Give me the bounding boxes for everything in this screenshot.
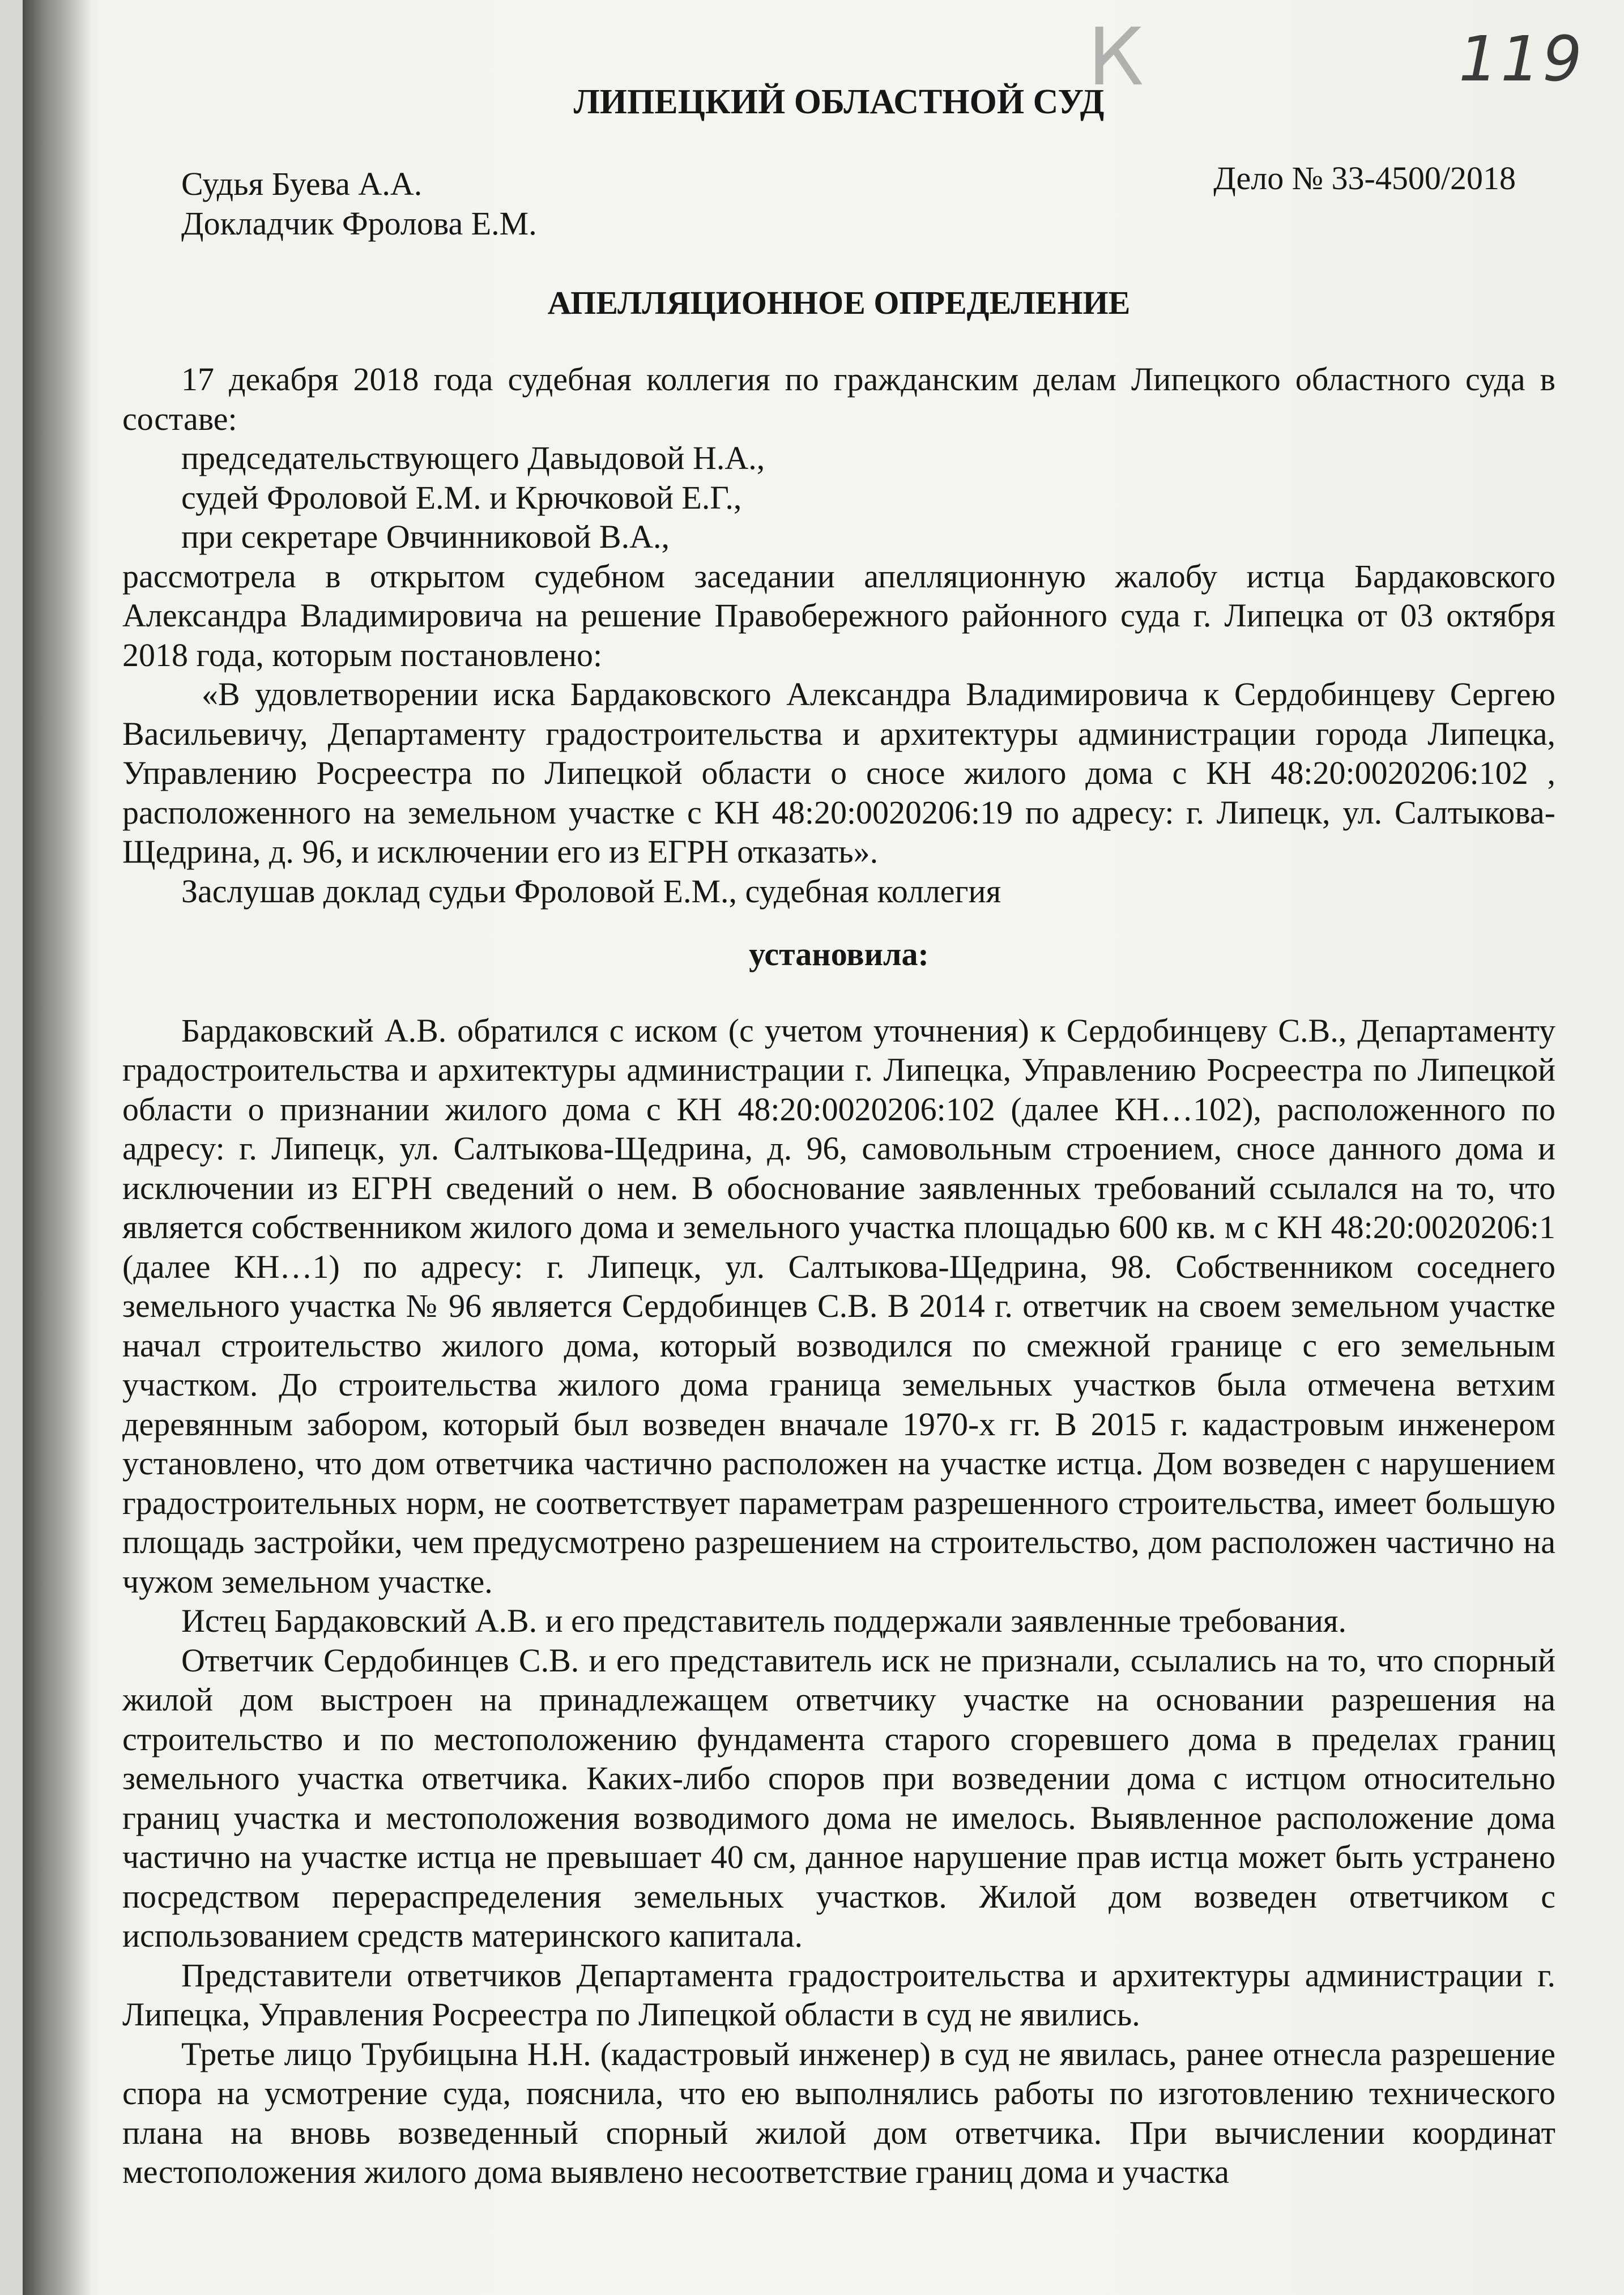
scan-edge-shadow — [23, 0, 91, 2295]
panel-chair: председательствующего Давыдовой Н.А., — [181, 440, 765, 476]
paragraph-third-party: Третье лицо Трубицына Н.Н. (кадастровый инженер) в суд не явилась, ранее отнесла разрешение спора на усмотрение суда, пояснила, что ею выполнялись работы по изготовлению технического плана на вновь возведенный спорный жилой дом ответчика. При вычислении координат местоположения жилого дома выявлено несоответствие границ дома и участка — [122, 2035, 1555, 2190]
panel-judges: судей Фроловой Е.М. и Крючковой Е.Г., — [181, 479, 742, 516]
page-number: 119 — [1459, 23, 1584, 95]
case-number: Дело № 33-4500/2018 — [1213, 160, 1516, 197]
stamp-mark: К — [1088, 11, 1144, 104]
judge-block — [181, 164, 691, 243]
paragraph-plaintiff: Истец Бардаковский А.В. и его представитель поддержали заявленные требования. — [181, 1602, 1347, 1639]
panel-secretary: при секретаре Овчинниковой В.А., — [181, 518, 670, 555]
paragraph-defendant: Ответчик Сердобинцев С.В. и его представитель иск не признали, ссылались на то, что спорный жилой дом выстроен на принадлежащем ответчику участке на основании разрешения на строительство и по местоположению фундамента старого сгоревшего дома в пределах границ земельного участка ответчика. Каких-либо споров при возведении дома с истцом относительно границ участка и местоположения возводимого дома не имелось. Выявленное расположение дома частично на участке истца не превышает 40 см, данное нарушение прав истца может быть устранено посредством перераспределения земельных участков. Жилой дом возведен ответчиком с использованием средств материнского капитала. — [122, 1641, 1555, 1954]
paragraph-claim: Бардаковский А.В. обратился с иском (с учетом уточнения) к Сердобинцеву С.В., Департаменту градостроительства и архитектуры администрации г. Липецка, Управлению Росреестра по Липецкой области о признании жилого дома с КН 48:20:0020206:102 (далее КН…102), расположенного по адресу: г. Липецк, ул. Салтыкова-Щедрина, д. 96, самовольным строением, сносе данного дома и исключении из ЕГРН сведений о нем. В обоснование заявленных требований ссылался на то, что является собственником жилого дома и земельного участка площадью 600 кв. м с КН 48:20:0020206:1 (далее КН…1) по адресу: г. Липецк, ул. Салтыкова-Щедрина, 98. Собственником соседнего земельного участка № 96 является Сердобинцев С.В. В 2014 г. ответчик на своем земельном участке начал строительство жилого дома, который возводился по смежной границе с его земельным участком. До строительства жилого дома граница земельных участков была отмечена ветхим деревянным забором, который был возведен вначале 1970-х гг. В 2015 г. кадастровым инженером установлено, что дом ответчика частично расположен на участке истца. Дом возведен с нарушением градостроительных норм, не соответствует параметрам разрешенного строительства, имеет большую площадь застройки, чем предусмотрено разрешением на строительство, дом расположен частично на чужом земельном участке. — [122, 1012, 1555, 1600]
document-title: АПЕЛЛЯЦИОННОЕ ОПРЕДЕЛЕНИЕ — [547, 284, 1131, 321]
reporter-name: Докладчик Фролова Е.М. — [181, 204, 537, 242]
section-heading: установила: — [749, 936, 929, 972]
paragraph-appeal: рассмотрела в открытом судебном заседании апелляционную жалобу истца Бардаковского Александра Владимировича на решение Правобережного районного суда г. Липецка от 03 октября 2018 года, которым постановлено: — [122, 557, 1555, 673]
judge-name: Судья Буева А.А. — [181, 165, 423, 202]
paragraph-date-panel: 17 декабря 2018 года судебная коллегия по гражданским делам Липецкого областного суда в составе: — [122, 361, 1555, 437]
court-title: ЛИПЕЦКИЙ ОБЛАСТНОЙ СУД — [573, 83, 1105, 121]
paragraph-decision-quote: «В удовлетворении иска Бардаковского Александра Владимировича к Сердобинцеву Сергею Васильевичу, Департаменту градостроительства и архитектуры администрации города Липецка, Управлению Росреестра по Липецкой области о сносе жилого дома с КН 48:20:0020206:102 , расположенного на земельном участке с КН 48:20:0020206:19 по адресу: г. Липецк, ул. Салтыкова-Щедрина, д. 96, и исключении его из ЕГРН отказать». — [122, 676, 1555, 870]
paragraph-representatives: Представители ответчиков Департамента градостроительства и архитектуры администрации г. Липецка, Управления Росреестра по Липецкой области в суд не явились. — [122, 1956, 1555, 2033]
paragraph-report: Заслушав доклад судьи Фроловой Е.М., судебная коллегия — [181, 872, 1001, 910]
document-sheet — [23, 0, 1624, 2295]
document-body — [122, 360, 1555, 2192]
